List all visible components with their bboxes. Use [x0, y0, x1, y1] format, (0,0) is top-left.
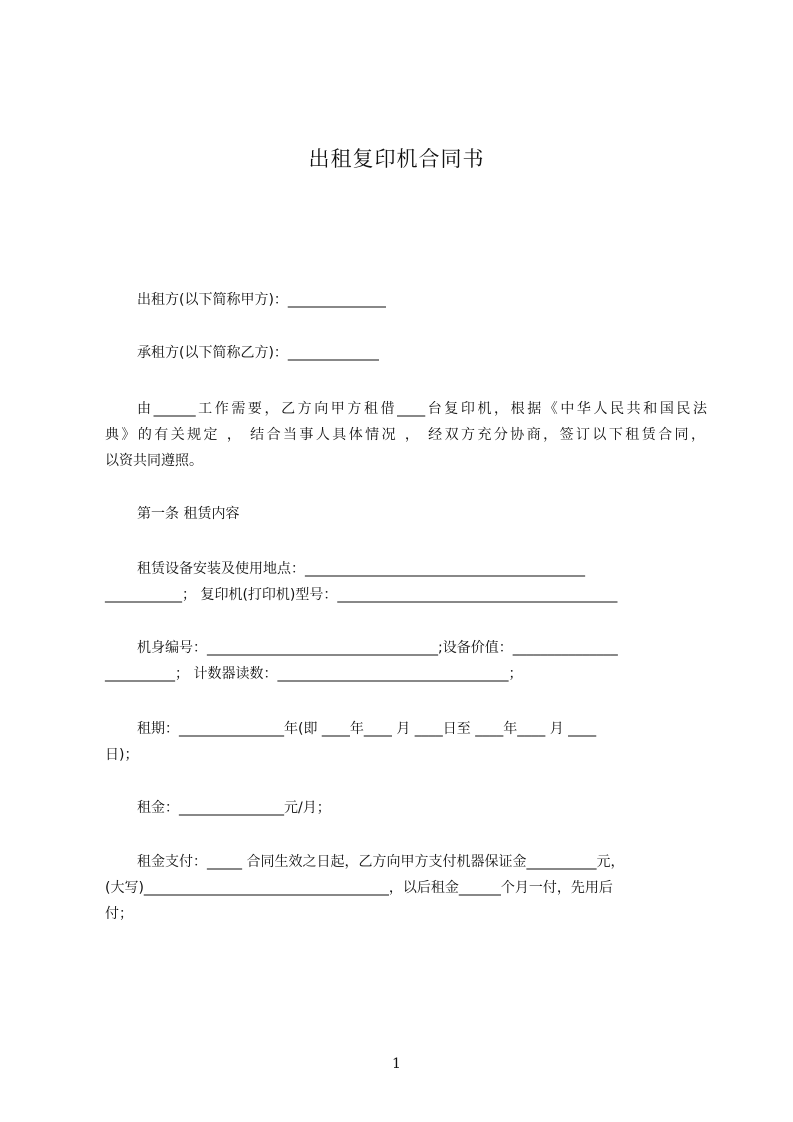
payment-line-3: 付；: [105, 906, 133, 922]
preamble-line-3: 以资共同遵照。: [105, 453, 203, 469]
location-line-2: ___________； 复印机(打印机)型号：________________________________________: [105, 587, 618, 603]
term-line-2: 日)；: [105, 747, 139, 763]
page-number: 1: [392, 1056, 401, 1072]
preamble-line-2: 典》的有关规定 ， 结合当事人具体情况 ， 经双方充分协商，签订以下租赁合同，: [105, 427, 705, 443]
page-title: 出租复印机合同书: [308, 147, 485, 171]
payment-line-1: 租金支付：_____ 合同生效之日起，乙方向甲方支付机器保证金__________元，: [137, 854, 625, 870]
serial-line-1: 机身编号：_________________________________;设备价值：_______________: [137, 640, 618, 656]
article-1-heading: 第一条 租赁内容: [137, 506, 240, 522]
lessor-line: 出租方(以下简称甲方)：______________: [137, 292, 386, 308]
rent-line: 租金：_______________元/月；: [137, 800, 331, 816]
location-line-1: 租赁设备安装及使用地点：________________________________________: [137, 561, 585, 577]
term-line-1: 租期：_______________年(即 ____年____ 月 ____日至 ____年____ 月 ____: [137, 721, 597, 737]
serial-line-2: __________； 计数器读数：_________________________________；: [105, 666, 523, 682]
preamble-line-1: 由______工作需要，乙方向甲方租借____台复印机，根据《中华人民共和国民法: [137, 401, 707, 417]
payment-line-2: (大写)___________________________________，以后租金______个月一付，先用后: [105, 880, 613, 896]
lessee-line: 承租方(以下简称乙方)：_____________: [137, 345, 379, 361]
